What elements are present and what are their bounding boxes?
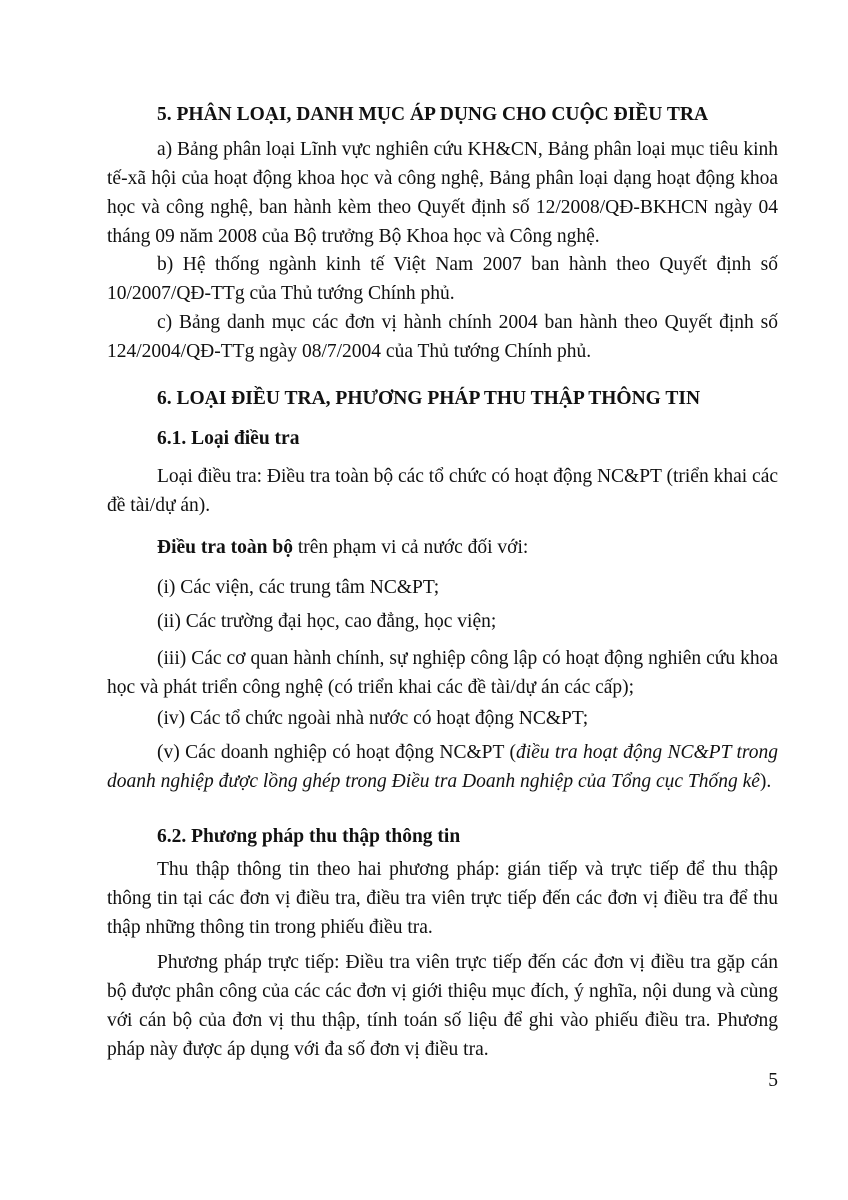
full-survey-rest: trên phạm vi cả nước đối với: (292, 537, 529, 558)
page-number: 5 (768, 1070, 778, 1091)
section-6-1-para: Loại điều tra: Điều tra toàn bộ các tổ chức có hoạt động NC&PT (triển khai các đề tài/dự án). (107, 466, 779, 516)
section-6-heading: 6. LOẠI ĐIỀU TRA, PHƯƠNG PHÁP THU THẬP THÔNG TIN (157, 388, 701, 409)
list-item-v-end: ). (759, 771, 772, 792)
list-item-v-start: (v) Các doanh nghiệp có hoạt động NC&PT ( (157, 742, 516, 763)
section-5-heading: 5. PHÂN LOẠI, DANH MỤC ÁP DỤNG CHO CUỘC ĐIỀU TRA (157, 104, 709, 125)
section-6-2-para-2: Phương pháp trực tiếp: Điều tra viên trực tiếp đến các đơn vị điều tra gặp cán bộ được phân công của các các đơn vị giới thiệu mục đích, ý nghĩa, nội dung và cùng với cán bộ của đơn vị thu thập, tính toán số liệu để ghi vào phiếu điều tra. Phương pháp này được áp dụng với đa số đơn vị điều tra. (107, 952, 778, 1060)
section-5-para-c: c) Bảng danh mục các đơn vị hành chính 2004 ban hành theo Quyết định số 124/2004/QĐ-TTg ngày 08/7/2004 của Thủ tướng Chính phủ. (107, 312, 778, 362)
list-item-v (107, 738, 778, 796)
full-survey-bold: Điều tra toàn bộ (157, 537, 293, 558)
section-6-2-heading: 6.2. Phương pháp thu thập thông tin (157, 826, 461, 847)
list-item-iii: (iii) Các cơ quan hành chính, sự nghiệp công lập có hoạt động nghiên cứu khoa học và phát triển công nghệ (có triển khai các đề tài/dự án các cấp); (107, 648, 778, 698)
section-6-2-para-1: Thu thập thông tin theo hai phương pháp: gián tiếp và trực tiếp để thu thập thông tin tại các đơn vị điều tra, điều tra viên trực tiếp đến các đơn vị điều tra để thu thập những thông tin trong phiếu điều tra. (107, 859, 778, 938)
section-6-1-heading: 6.1. Loại điều tra (157, 428, 300, 449)
list-item-iv: (iv) Các tổ chức ngoài nhà nước có hoạt động NC&PT; (157, 708, 589, 729)
section-5-para-a: a) Bảng phân loại Lĩnh vực nghiên cứu KH&CN, Bảng phân loại mục tiêu kinh tế-xã hội của hoạt động khoa học và công nghệ, Bảng phân loại dạng hoạt động khoa học và công nghệ, ban hành kèm theo Quyết định số 12/2008/QĐ-BKHCN ngày 04 tháng 09 năm 2008 của Bộ trưởng Bộ Khoa học và Công nghệ. (107, 139, 778, 247)
list-item-ii: (ii) Các trường đại học, cao đẳng, học viện; (157, 611, 497, 632)
list-item-i: (i) Các viện, các trung tâm NC&PT; (157, 577, 440, 598)
section-5-para-b: b) Hệ thống ngành kinh tế Việt Nam 2007 ban hành theo Quyết định số 10/2007/QĐ-TTg của Thủ tướng Chính phủ. (107, 254, 778, 304)
list-item-v-italic: điều tra hoạt động NC&PT trong doanh nghiệp được lồng ghép trong Điều tra Doanh nghiệp của Tổng cục Thống kê (107, 742, 778, 792)
full-survey-paragraph (107, 533, 778, 562)
